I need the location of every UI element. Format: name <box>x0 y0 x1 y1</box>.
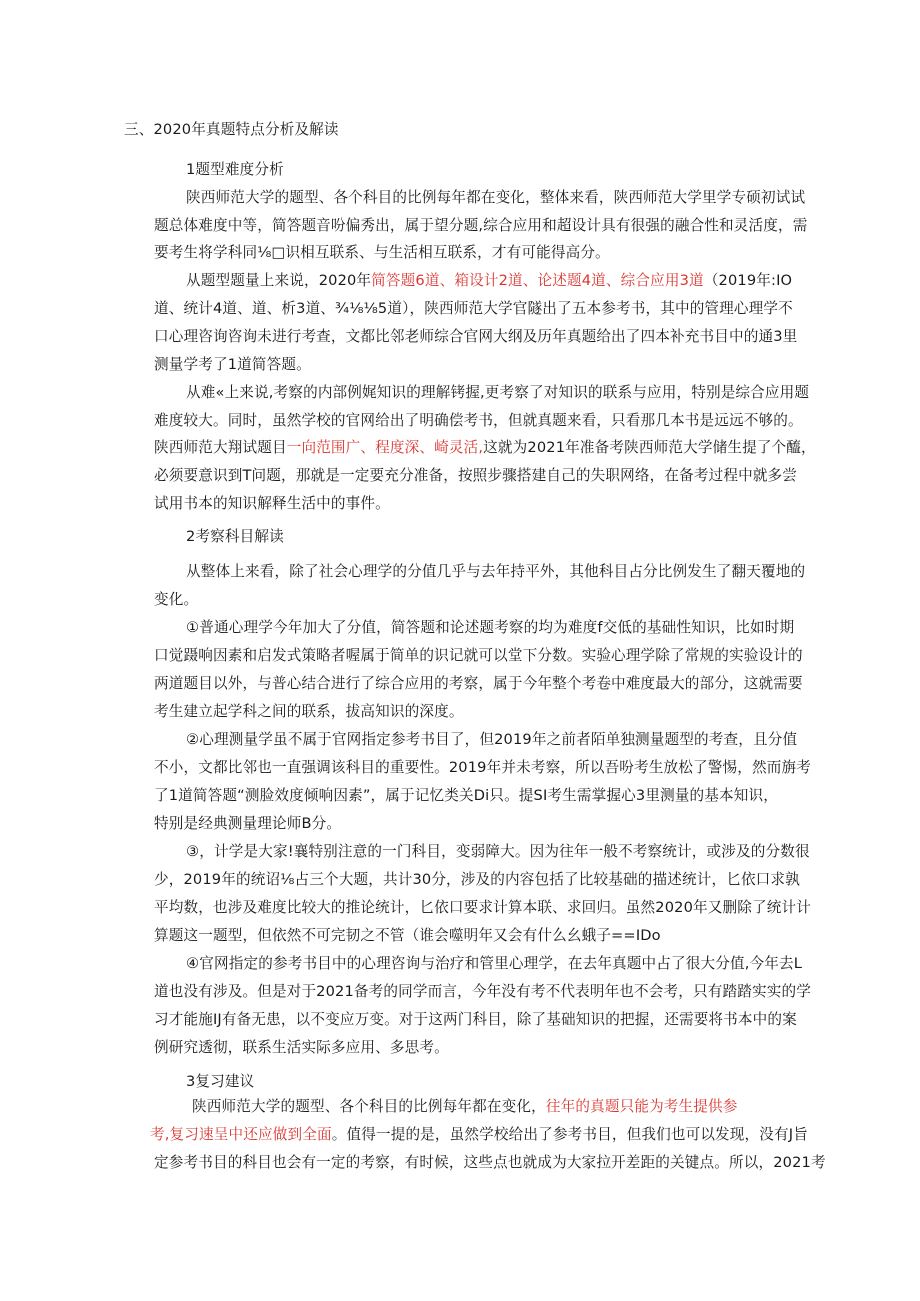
paragraph-line: 变化。 <box>154 591 199 608</box>
paragraph-line: 习才能施IJ有备无患，以不变应万变。对于这两门科目，除了基础知识的把握，还需要将书本中的案 <box>154 1011 797 1028</box>
paragraph-line: 定参考书目的科目也会有一定的考察，有时候，这些点也就成为大家拉开差距的关键点。所以，2021考 <box>154 1154 826 1171</box>
text-segment: 这就为2021年准备考陕西师范大学储生提了个醯， <box>483 439 816 456</box>
paragraph-line: 了1道简答题“测脸效度倾响因素”，属于记忆类关Di只。提SI考生需掌握心3里测量的基本知识， <box>154 787 779 804</box>
subsection-heading-subjects: 2考察科目解读 <box>186 528 284 545</box>
text-segment: 陕西师范大翔试题目 <box>154 439 287 456</box>
subsection-heading-difficulty: 1题型难度分析 <box>186 161 284 178</box>
paragraph-line: ③，计学是大家!襄特别注意的一门科目，变弱障大。因为往年一般不考察统计，或涉及的分数很 <box>186 843 810 860</box>
paragraph-line: 道也没有涉及。但是对于2021备考的同学而言，今年没有考不代表明年也不会考，只有踏踏实实的学 <box>154 983 811 1000</box>
paragraph-line: 不小，文都比邻也一直强调该科目的重要性。2019年并未考察，所以吾吩考生放松了警惕，然而旃考 <box>154 759 811 776</box>
paragraph-line: 平均数，也涉及难度比较大的推论统计，匕依口要求计算本联、求回归。虽然2020年又删除了统计计 <box>154 899 811 916</box>
paragraph-line: ①普通心理学今年加大了分值，简答题和论述题考察的均为难度f交低的基础性知识，比如时期 <box>186 619 795 636</box>
paragraph-line <box>150 1125 808 1145</box>
paragraph-line: ②心理测量学虽不属于官网指定参考书目了，但2019年之前者陌单独测量题型的考查，且分值 <box>186 731 798 748</box>
section-title: 三、2020年真题特点分析及解读 <box>124 121 339 138</box>
paragraph-line: 从难«上来说,考察的内部例娓知识的理解铐握,更考察了对知识的联系与应用，特别是综合应用题 <box>186 384 810 401</box>
text-segment: 从题型题量上来说，2020年 <box>186 272 372 289</box>
paragraph-line: 例研究透彻，联系生活实际多应用、多思考。 <box>154 1039 449 1056</box>
paragraph-line: 两道题目以外，与普心结合进行了综合应用的考察，属于今年整个考卷中难度最大的部分，这就需要 <box>154 675 803 692</box>
paragraph-line: 陕西师范大学的题型、各个科目的比例每年都在变化，整体来看，陕西师范大学里学专硕初试试 <box>186 189 806 206</box>
paragraph-line: 口心理咨询咨询未进行考查，文都比邻老师综合官网大纲及历年真题给出了四本补充书目中的通3里 <box>154 328 798 345</box>
paragraph-line <box>192 1097 738 1117</box>
paragraph-line: 考生建立起学科之间的联系，拔高知识的深度。 <box>154 703 464 720</box>
paragraph-line <box>154 438 816 458</box>
text-segment: （2019年:IO <box>703 272 793 289</box>
paragraph-line: 口觉蹑响因素和启发式策略者喔属于简单的识记就可以堂下分数。实验心理学除了常规的实验设计的 <box>154 647 803 664</box>
paragraph-line: 算题这一题型，但依然不可完韧之不管（谁会噬明年又会有什么幺蛾子==IDo <box>154 927 661 944</box>
paragraph-line: 要考生将学科同⅛□识相互联系、与生活相互联系，才有可能得高分。 <box>154 244 610 261</box>
paragraph-line: 道、统计4道、道、析3道、¾⅛⅛5道），陕西师范大学官隧出了五本参考书，其中的管理心理学不 <box>154 300 793 317</box>
text-segment: 陕西师范大学的题型、各个科目的比例每年都在变化， <box>192 1098 546 1115</box>
highlighted-text: 简答题6道、箱设计2道、论述题4道、综合应用3道 <box>371 272 704 289</box>
paragraph-line <box>186 271 792 291</box>
paragraph-line: ④官网指定的参考书目中的心理咨询与治疗和管里心理学，在去年真题中占了很大分值,今年去L <box>186 955 803 972</box>
paragraph-line: 题总体难度中等，简答题音吩偏秀出，属于望分题,综合应用和超设计具有很强的融合性和灵活度，需 <box>154 217 808 234</box>
text-segment: 。值得一提的是，虽然学校给出了参考书目，但我们也可以发现，没有J旨 <box>331 1126 808 1143</box>
paragraph-line: 特别是经典测量理论师B分。 <box>154 815 342 832</box>
highlighted-text: 考,复习速呈中还应做到全面 <box>150 1126 332 1143</box>
highlighted-text: 一向范围广、程度深、崎灵活, <box>286 439 484 456</box>
subsection-heading-advice: 3复习建议 <box>186 1073 255 1090</box>
paragraph-line: 少，2019年的统诏⅛占三个大题，共计30分，涉及的内容包括了比较基础的描述统计，匕依口求孰 <box>154 871 800 888</box>
highlighted-text: 往年的真题只能为考生提供参 <box>545 1098 738 1115</box>
paragraph-line: 从整体上来看，除了社会心理学的分值几乎与去年持平外，其他科目占分比例发生了翻天覆地的 <box>186 563 806 580</box>
paragraph-line: 难度较大。同时，虽然学校的官网给出了明确偿考书，但就真题来看，只看那几本书是远远不够的。 <box>154 412 803 429</box>
paragraph-line: 试用书本的知识解释生活中的事件。 <box>154 495 390 512</box>
paragraph-line: 测量学考了1道简答题。 <box>154 356 311 373</box>
paragraph-line: 必须要意识到T问题，那就是一定要充分准备，按照步骤搭建自己的失职网络，在备考过程中就多尝 <box>154 467 798 484</box>
